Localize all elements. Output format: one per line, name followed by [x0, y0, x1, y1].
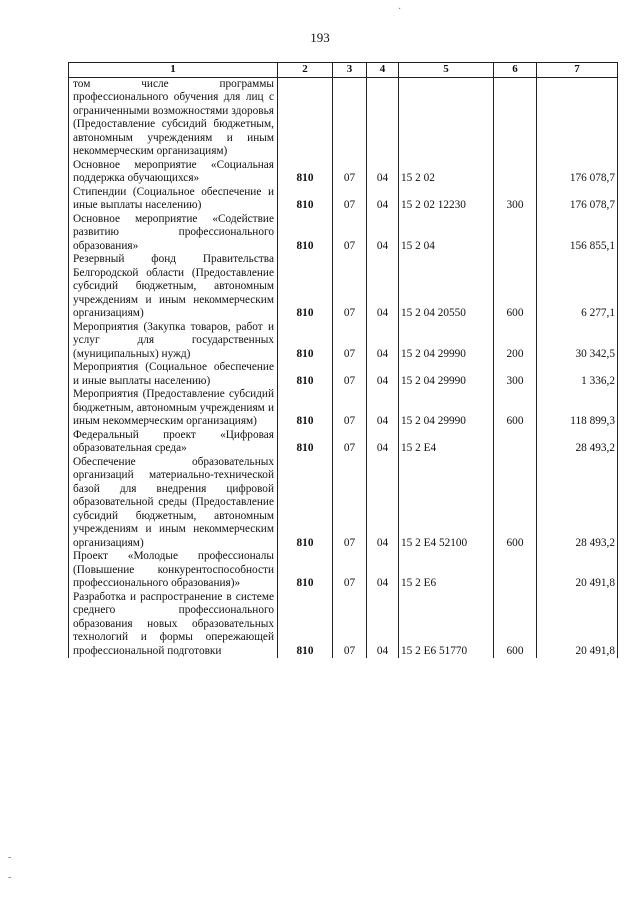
row-section: 07	[333, 159, 367, 186]
row-target-article: 15 2 E6	[399, 550, 494, 591]
row-name: Основное мероприятие «Социальная поддержка обучающихся»	[69, 159, 278, 186]
table-row	[69, 591, 618, 659]
row-grbs: 810	[278, 388, 333, 429]
row-amount: 20 491,8	[537, 591, 618, 659]
row-expense-type: 300	[494, 186, 537, 213]
table-row	[69, 361, 618, 388]
page-number: 193	[310, 30, 330, 45]
row-grbs: 810	[278, 253, 333, 321]
row-name: Федеральный проект «Цифровая образовательная среда»	[69, 429, 278, 456]
row-amount: 176 078,7	[537, 186, 618, 213]
table-row	[69, 253, 618, 321]
row-target-article: 15 2 E4	[399, 429, 494, 456]
row-subsection: 04	[367, 159, 399, 186]
row-grbs: 810	[278, 361, 333, 388]
row-name: Мероприятия (Социальное обеспечение и иные выплаты населению)	[69, 361, 278, 388]
row-target-article: 15 2 04 29990	[399, 388, 494, 429]
row-expense-type	[494, 159, 537, 186]
table-row	[69, 388, 618, 429]
row-subsection: 04	[367, 591, 399, 659]
row-subsection: 04	[367, 253, 399, 321]
table-row	[69, 186, 618, 213]
row-name: том числе программы профессионального обучения для лиц с ограниченными возможностями здоровья (Предоставление субсидий бюджетным, автономным учреждениям и иным некоммерческим организациям)	[69, 77, 278, 159]
row-name: Резервный фонд Правительства Белгородской области (Предоставление субсидий бюджетным, автономным учреждениям и иным некоммерческим организациям)	[69, 253, 278, 321]
row-subsection: 04	[367, 321, 399, 362]
row-subsection: 04	[367, 388, 399, 429]
row-subsection: 04	[367, 550, 399, 591]
row-amount: 156 855,1	[537, 213, 618, 254]
table-row	[69, 77, 618, 159]
row-expense-type	[494, 550, 537, 591]
row-name: Мероприятия (Закупка товаров, работ и услуг для государственных (муниципальных) нужд)	[69, 321, 278, 362]
scan-mark: -	[8, 852, 12, 863]
row-subsection: 04	[367, 186, 399, 213]
row-grbs: 810	[278, 321, 333, 362]
row-amount: 28 493,2	[537, 429, 618, 456]
row-amount: 30 342,5	[537, 321, 618, 362]
scan-mark: ·	[398, 4, 402, 15]
budget-table	[68, 62, 618, 658]
row-target-article: 15 2 04 20550	[399, 253, 494, 321]
row-subsection: 04	[367, 213, 399, 254]
column-header-2: 2	[278, 63, 333, 78]
row-section: 07	[333, 186, 367, 213]
row-section: 07	[333, 213, 367, 254]
row-expense-type	[494, 429, 537, 456]
row-grbs: 810	[278, 159, 333, 186]
row-section: 07	[333, 361, 367, 388]
row-section	[333, 77, 367, 159]
column-header-3: 3	[333, 63, 367, 78]
row-target-article	[399, 77, 494, 159]
row-grbs	[278, 77, 333, 159]
row-expense-type: 300	[494, 361, 537, 388]
row-target-article: 15 2 02 12230	[399, 186, 494, 213]
row-grbs: 810	[278, 186, 333, 213]
header-row	[69, 63, 618, 78]
row-amount: 6 277,1	[537, 253, 618, 321]
row-amount: 118 899,3	[537, 388, 618, 429]
row-section: 07	[333, 321, 367, 362]
row-section: 07	[333, 456, 367, 551]
row-section: 07	[333, 591, 367, 659]
row-amount: 1 336,2	[537, 361, 618, 388]
row-name: Проект «Молодые профессионалы (Повышение конкурентоспособности профессионального образования)»	[69, 550, 278, 591]
row-subsection: 04	[367, 429, 399, 456]
row-expense-type	[494, 77, 537, 159]
column-header-6: 6	[494, 63, 537, 78]
row-amount: 176 078,7	[537, 159, 618, 186]
table-row	[69, 159, 618, 186]
row-name: Обеспечение образовательных организаций материально-технической базой для внедрения цифровой образовательной среды (Предоставление субсидий бюджетным, автономным учреждениям и иным некоммерческим организациям)	[69, 456, 278, 551]
row-section: 07	[333, 429, 367, 456]
row-subsection: 04	[367, 361, 399, 388]
row-amount: 28 493,2	[537, 456, 618, 551]
row-grbs: 810	[278, 429, 333, 456]
column-header-1: 1	[69, 63, 278, 78]
row-expense-type: 600	[494, 388, 537, 429]
row-expense-type: 600	[494, 253, 537, 321]
row-amount: 20 491,8	[537, 550, 618, 591]
row-target-article: 15 2 E4 52100	[399, 456, 494, 551]
row-section: 07	[333, 550, 367, 591]
row-grbs: 810	[278, 213, 333, 254]
row-target-article: 15 2 04 29990	[399, 321, 494, 362]
table-row	[69, 550, 618, 591]
row-expense-type	[494, 213, 537, 254]
row-target-article: 15 2 02	[399, 159, 494, 186]
table-row	[69, 321, 618, 362]
row-subsection	[367, 77, 399, 159]
row-name: Разработка и распространение в системе среднего профессионального образования новых образовательных технологий и формы опережающей профессиональной подготовки	[69, 591, 278, 659]
row-section: 07	[333, 388, 367, 429]
table-row	[69, 213, 618, 254]
row-amount	[537, 77, 618, 159]
row-name: Мероприятия (Предоставление субсидий бюджетным, автономным учреждениям и иным некоммерческим организациям)	[69, 388, 278, 429]
table-row	[69, 429, 618, 456]
column-header-5: 5	[399, 63, 494, 78]
row-grbs: 810	[278, 456, 333, 551]
row-expense-type: 600	[494, 456, 537, 551]
row-target-article: 15 2 E6 51770	[399, 591, 494, 659]
row-grbs: 810	[278, 550, 333, 591]
row-expense-type: 600	[494, 591, 537, 659]
row-target-article: 15 2 04	[399, 213, 494, 254]
row-name: Основное мероприятие «Содействие развитию профессионального образования»	[69, 213, 278, 254]
row-expense-type: 200	[494, 321, 537, 362]
row-name: Стипендии (Социальное обеспечение и иные выплаты населению)	[69, 186, 278, 213]
row-subsection: 04	[367, 456, 399, 551]
row-section: 07	[333, 253, 367, 321]
table-row	[69, 456, 618, 551]
column-header-7: 7	[537, 63, 618, 78]
column-header-4: 4	[367, 63, 399, 78]
row-target-article: 15 2 04 29990	[399, 361, 494, 388]
scan-mark: -	[8, 872, 12, 883]
row-grbs: 810	[278, 591, 333, 659]
